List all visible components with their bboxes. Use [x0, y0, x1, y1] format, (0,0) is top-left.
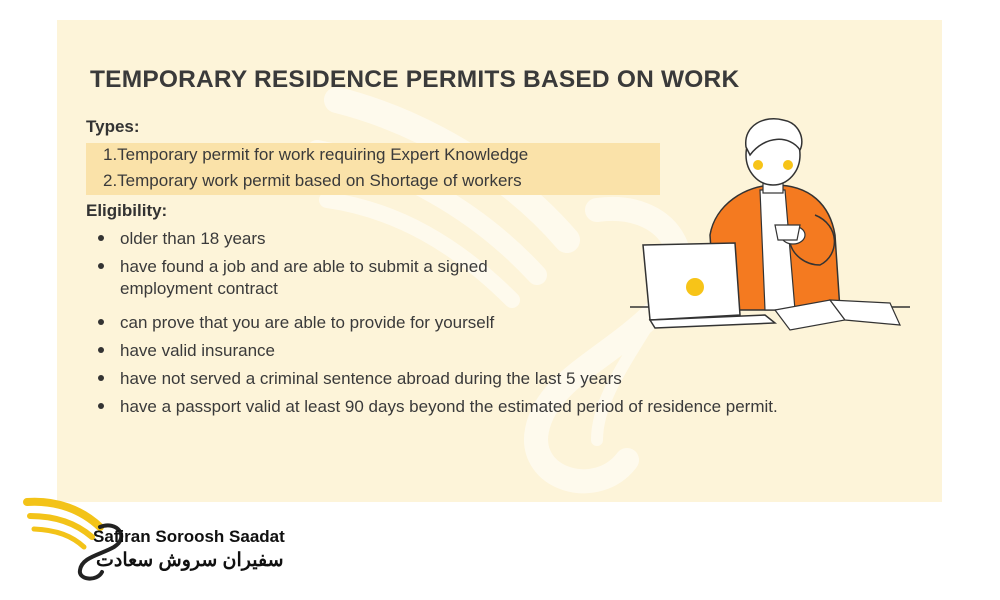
- bullet-icon: [98, 235, 104, 241]
- eligibility-item: older than 18 years: [120, 229, 266, 248]
- page-title: TEMPORARY RESIDENCE PERMITS BASED ON WORK: [90, 66, 740, 93]
- bullet-icon: [98, 263, 104, 269]
- eligibility-item: have not served a criminal sentence abroad during the last 5 years: [120, 369, 622, 388]
- brand-name-english: Safiran Soroosh Saadat: [93, 527, 285, 546]
- eligibility-item: have found a job and are able to submit a signed employment contract: [120, 257, 502, 298]
- brand-name-persian: سفیران سروش سعادت: [96, 550, 284, 571]
- type-item: 1.Temporary permit for work requiring Expert Knowledge: [103, 145, 529, 164]
- man-with-laptop-illustration: [625, 115, 915, 350]
- types-heading: Types:: [86, 117, 140, 136]
- eligibility-item: have valid insurance: [120, 341, 275, 360]
- type-item: 2.Temporary work permit based on Shortage of workers: [103, 171, 522, 190]
- eligibility-item: have a passport valid at least 90 days beyond the estimated period of residence permit.: [120, 397, 778, 416]
- bullet-icon: [98, 375, 104, 381]
- eligibility-item: can prove that you are able to provide for yourself: [120, 313, 495, 332]
- eligibility-heading: Eligibility:: [86, 201, 168, 220]
- bullet-icon: [98, 403, 104, 409]
- bullet-icon: [98, 319, 104, 325]
- bullet-icon: [98, 347, 104, 353]
